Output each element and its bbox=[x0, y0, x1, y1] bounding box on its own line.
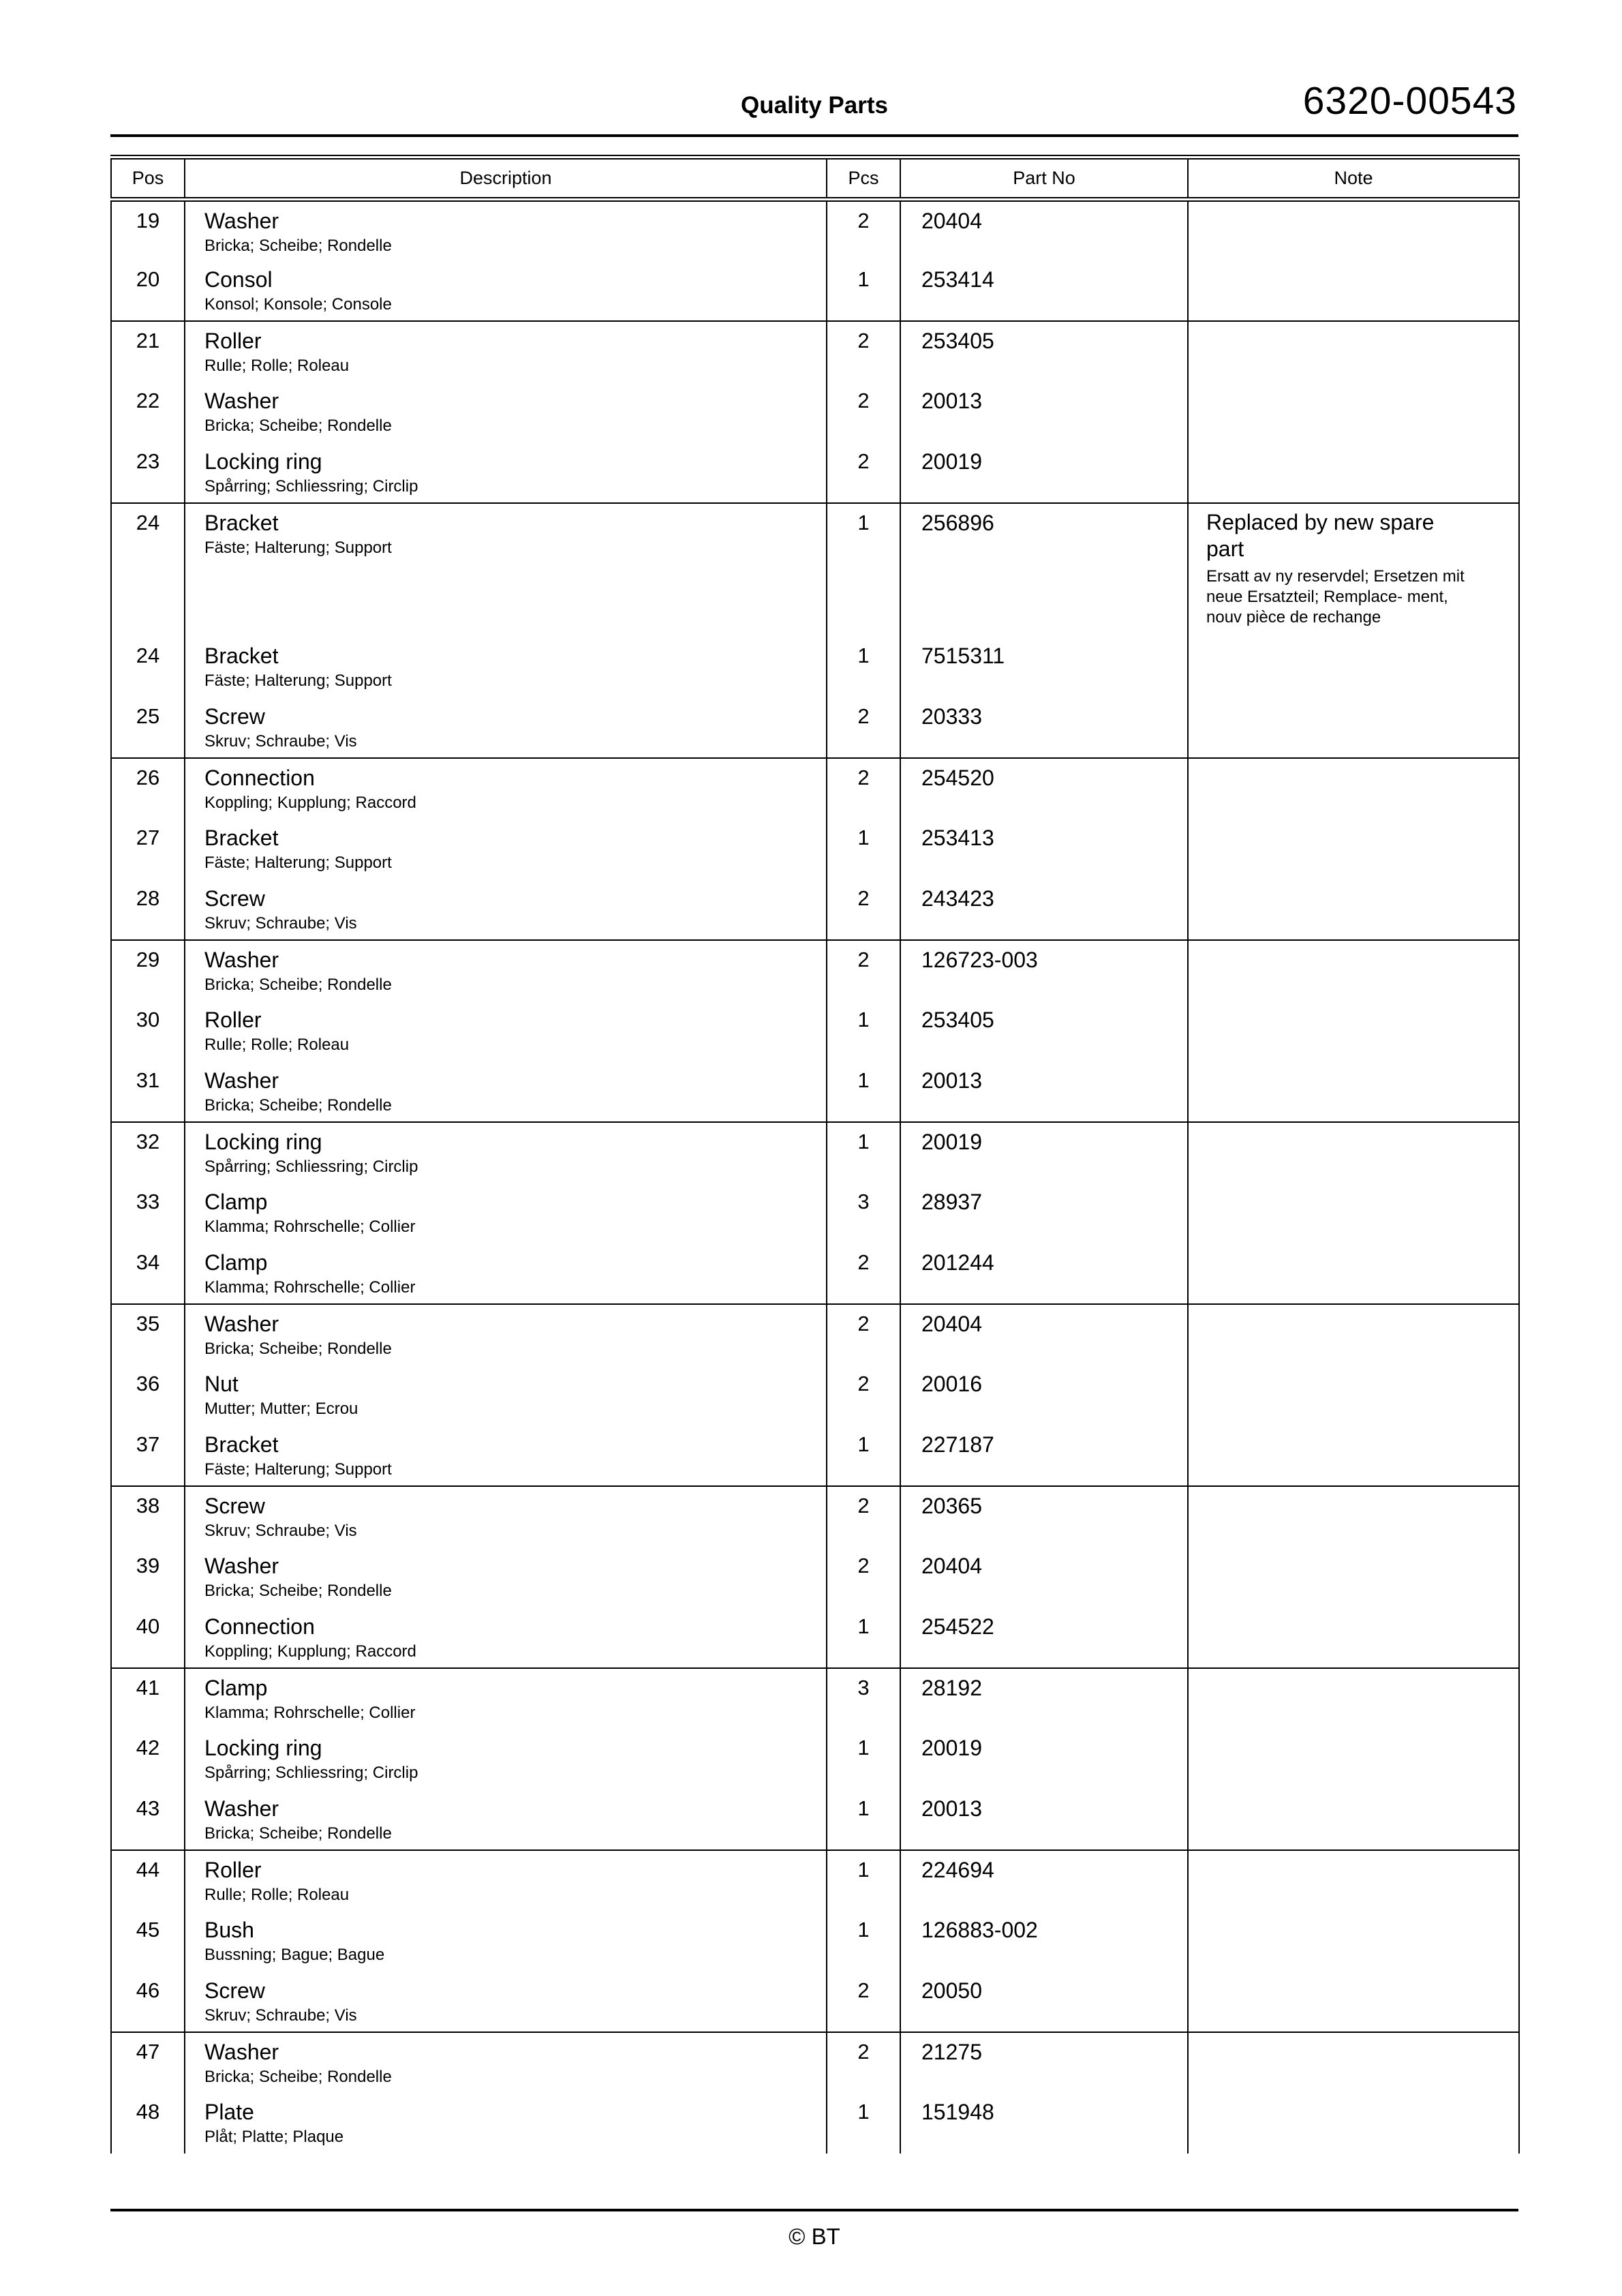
pcs-cell: 2 bbox=[827, 879, 900, 940]
pcs-cell: 1 bbox=[827, 1850, 900, 1911]
table-row bbox=[111, 819, 1519, 879]
description-main: Washer bbox=[204, 2039, 279, 2064]
description-sub: Fäste; Halterung; Support bbox=[204, 853, 392, 872]
pcs-cell: 1 bbox=[827, 1789, 900, 1850]
table-row bbox=[111, 1122, 1519, 1183]
note-cell bbox=[1188, 321, 1519, 382]
description-main: Bush bbox=[204, 1917, 254, 1942]
column-header-part-no: Part No bbox=[900, 157, 1188, 200]
pos-cell: 37 bbox=[111, 1425, 185, 1486]
description-cell bbox=[185, 1729, 827, 1789]
pcs-cell: 2 bbox=[827, 1972, 900, 2032]
footer-rule bbox=[110, 2209, 1518, 2211]
description-main: Clamp bbox=[204, 1675, 268, 1700]
part-no-cell: 126723-003 bbox=[900, 940, 1188, 1001]
note-cell bbox=[1188, 1486, 1519, 1547]
table-row bbox=[111, 1183, 1519, 1243]
pos-cell: 46 bbox=[111, 1972, 185, 2032]
column-header-note: Note bbox=[1188, 157, 1519, 200]
pos-cell: 31 bbox=[111, 1061, 185, 1122]
part-no-cell: 253405 bbox=[900, 1001, 1188, 1061]
part-no-cell: 20016 bbox=[900, 1365, 1188, 1425]
description-sub: Spårring; Schliessring; Circlip bbox=[204, 1157, 418, 1176]
part-no-cell: 253414 bbox=[900, 260, 1188, 321]
description-sub: Klamma; Rohrschelle; Collier bbox=[204, 1217, 416, 1236]
description-cell bbox=[185, 1547, 827, 1607]
description-cell bbox=[185, 1183, 827, 1243]
note-cell bbox=[1188, 758, 1519, 819]
pcs-cell: 1 bbox=[827, 1001, 900, 1061]
note-cell bbox=[1188, 1607, 1519, 1668]
note-cell bbox=[1188, 1061, 1519, 1122]
table-row bbox=[111, 1061, 1519, 1122]
part-no-cell: 253405 bbox=[900, 321, 1188, 382]
pcs-cell: 1 bbox=[827, 1607, 900, 1668]
description-cell bbox=[185, 2032, 827, 2093]
description-cell bbox=[185, 879, 827, 940]
part-no-cell: 20019 bbox=[900, 1122, 1188, 1183]
note-cell bbox=[1188, 1001, 1519, 1061]
pos-cell: 25 bbox=[111, 697, 185, 758]
description-cell bbox=[185, 1486, 827, 1547]
table-row bbox=[111, 879, 1519, 940]
pos-cell: 40 bbox=[111, 1607, 185, 1668]
pos-cell: 24 bbox=[111, 637, 185, 697]
pos-cell: 47 bbox=[111, 2032, 185, 2093]
description-sub: Skruv; Schraube; Vis bbox=[204, 913, 357, 933]
description-cell bbox=[185, 200, 827, 260]
part-no-cell: 151948 bbox=[900, 2093, 1188, 2154]
pos-cell: 35 bbox=[111, 1304, 185, 1365]
header-rule bbox=[110, 134, 1518, 137]
pos-cell: 38 bbox=[111, 1486, 185, 1547]
part-no-cell: 7515311 bbox=[900, 637, 1188, 697]
description-cell bbox=[185, 1789, 827, 1850]
table-row bbox=[111, 1729, 1519, 1789]
note-cell bbox=[1188, 637, 1519, 697]
description-sub: Skruv; Schraube; Vis bbox=[204, 2006, 357, 2025]
table-row bbox=[111, 1425, 1519, 1486]
description-main: Screw bbox=[204, 1978, 265, 2003]
description-cell bbox=[185, 1243, 827, 1304]
table-row bbox=[111, 200, 1519, 260]
pcs-cell: 3 bbox=[827, 1183, 900, 1243]
note-cell bbox=[1188, 1304, 1519, 1365]
note-cell bbox=[1188, 260, 1519, 321]
description-sub: Rulle; Rolle; Roleau bbox=[204, 1035, 350, 1054]
table-row bbox=[111, 2032, 1519, 2093]
pcs-cell: 1 bbox=[827, 1122, 900, 1183]
description-main: Locking ring bbox=[204, 1735, 322, 1760]
note-cell bbox=[1188, 442, 1519, 503]
description-cell bbox=[185, 758, 827, 819]
pcs-cell: 2 bbox=[827, 940, 900, 1001]
parts-table-body bbox=[111, 200, 1519, 2154]
pos-cell: 19 bbox=[111, 200, 185, 260]
pos-cell: 29 bbox=[111, 940, 185, 1001]
description-main: Consol bbox=[204, 267, 273, 292]
description-cell bbox=[185, 1425, 827, 1486]
table-row bbox=[111, 1911, 1519, 1972]
description-sub: Bricka; Scheibe; Rondelle bbox=[204, 975, 392, 994]
pos-cell: 36 bbox=[111, 1365, 185, 1425]
note-sub: Ersatt av ny reservdel; Ersetzen mit neue Ersatzteil; Remplace- ment, nouv pièce de rechange bbox=[1206, 567, 1465, 626]
table-row bbox=[111, 1304, 1519, 1365]
part-no-cell: 243423 bbox=[900, 879, 1188, 940]
table-row bbox=[111, 1001, 1519, 1061]
description-main: Screw bbox=[204, 886, 265, 911]
part-no-cell: 227187 bbox=[900, 1425, 1188, 1486]
description-main: Bracket bbox=[204, 510, 279, 535]
pcs-cell: 1 bbox=[827, 1911, 900, 1972]
pos-cell: 45 bbox=[111, 1911, 185, 1972]
description-sub: Koppling; Kupplung; Raccord bbox=[204, 1642, 416, 1661]
description-sub: Skruv; Schraube; Vis bbox=[204, 731, 357, 751]
table-row bbox=[111, 1668, 1519, 1729]
description-sub: Bricka; Scheibe; Rondelle bbox=[204, 416, 392, 435]
pos-cell: 33 bbox=[111, 1183, 185, 1243]
pos-cell: 48 bbox=[111, 2093, 185, 2154]
part-no-cell: 20404 bbox=[900, 200, 1188, 260]
description-main: Connection bbox=[204, 1614, 315, 1639]
description-cell bbox=[185, 637, 827, 697]
pcs-cell: 1 bbox=[827, 637, 900, 697]
description-cell bbox=[185, 382, 827, 442]
pcs-cell: 2 bbox=[827, 758, 900, 819]
note-cell bbox=[1188, 1668, 1519, 1729]
description-cell bbox=[185, 1122, 827, 1183]
description-cell bbox=[185, 940, 827, 1001]
note-cell bbox=[1188, 819, 1519, 879]
pcs-cell: 2 bbox=[827, 382, 900, 442]
table-row bbox=[111, 1243, 1519, 1304]
table-row bbox=[111, 758, 1519, 819]
part-no-cell: 253413 bbox=[900, 819, 1188, 879]
description-main: Connection bbox=[204, 765, 315, 790]
pcs-cell: 1 bbox=[827, 1061, 900, 1122]
pcs-cell: 1 bbox=[827, 260, 900, 321]
description-main: Nut bbox=[204, 1371, 239, 1396]
description-cell bbox=[185, 819, 827, 879]
part-no-cell: 20019 bbox=[900, 442, 1188, 503]
description-main: Washer bbox=[204, 388, 279, 413]
part-no-cell: 20404 bbox=[900, 1304, 1188, 1365]
description-main: Washer bbox=[204, 1068, 279, 1093]
note-cell bbox=[1188, 1425, 1519, 1486]
table-row bbox=[111, 1789, 1519, 1850]
part-no-cell: 20013 bbox=[900, 1789, 1188, 1850]
note-cell bbox=[1188, 879, 1519, 940]
description-sub: Bussning; Bague; Bague bbox=[204, 1945, 385, 1964]
pos-cell: 39 bbox=[111, 1547, 185, 1607]
part-no-cell: 20019 bbox=[900, 1729, 1188, 1789]
description-cell bbox=[185, 503, 827, 637]
pcs-cell: 1 bbox=[827, 1425, 900, 1486]
pos-cell: 23 bbox=[111, 442, 185, 503]
pos-cell: 27 bbox=[111, 819, 185, 879]
part-no-cell: 254520 bbox=[900, 758, 1188, 819]
page-header bbox=[110, 0, 1518, 137]
part-no-cell: 28937 bbox=[900, 1183, 1188, 1243]
table-row bbox=[111, 382, 1519, 442]
table-row bbox=[111, 1365, 1519, 1425]
pos-cell: 20 bbox=[111, 260, 185, 321]
note-cell bbox=[1188, 2032, 1519, 2093]
note-cell bbox=[1188, 940, 1519, 1001]
pcs-cell: 2 bbox=[827, 1547, 900, 1607]
description-main: Washer bbox=[204, 209, 279, 233]
column-header-pcs: Pcs bbox=[827, 157, 900, 200]
description-main: Roller bbox=[204, 1857, 262, 1882]
description-sub: Spårring; Schliessring; Circlip bbox=[204, 1763, 418, 1782]
description-main: Bracket bbox=[204, 1432, 279, 1457]
table-row bbox=[111, 442, 1519, 503]
pos-cell: 43 bbox=[111, 1789, 185, 1850]
note-cell bbox=[1188, 1547, 1519, 1607]
part-no-cell: 21275 bbox=[900, 2032, 1188, 2093]
description-sub: Fäste; Halterung; Support bbox=[204, 538, 392, 557]
description-main: Washer bbox=[204, 947, 279, 972]
pcs-cell: 2 bbox=[827, 1243, 900, 1304]
description-sub: Rulle; Rolle; Roleau bbox=[204, 1885, 350, 1904]
pcs-cell: 2 bbox=[827, 2032, 900, 2093]
pos-cell: 41 bbox=[111, 1668, 185, 1729]
description-main: Locking ring bbox=[204, 449, 322, 474]
table-row bbox=[111, 1850, 1519, 1911]
part-no-cell: 28192 bbox=[900, 1668, 1188, 1729]
pcs-cell: 1 bbox=[827, 819, 900, 879]
description-main: Bracket bbox=[204, 825, 279, 850]
description-sub: Klamma; Rohrschelle; Collier bbox=[204, 1703, 416, 1722]
description-sub: Klamma; Rohrschelle; Collier bbox=[204, 1278, 416, 1297]
description-main: Screw bbox=[204, 1493, 265, 1518]
table-row bbox=[111, 637, 1519, 697]
pcs-cell: 2 bbox=[827, 697, 900, 758]
note-cell bbox=[1188, 2093, 1519, 2154]
description-cell bbox=[185, 321, 827, 382]
table-row bbox=[111, 1607, 1519, 1668]
description-cell bbox=[185, 1972, 827, 2032]
description-sub: Spårring; Schliessring; Circlip bbox=[204, 477, 418, 496]
part-no-cell: 224694 bbox=[900, 1850, 1188, 1911]
pcs-cell: 1 bbox=[827, 1729, 900, 1789]
description-sub: Bricka; Scheibe; Rondelle bbox=[204, 237, 392, 255]
description-sub: Plåt; Platte; Plaque bbox=[204, 2127, 344, 2146]
description-sub: Bricka; Scheibe; Rondelle bbox=[204, 1096, 392, 1115]
pos-cell: 28 bbox=[111, 879, 185, 940]
description-cell bbox=[185, 1001, 827, 1061]
description-main: Clamp bbox=[204, 1250, 268, 1275]
description-cell bbox=[185, 1607, 827, 1668]
description-main: Locking ring bbox=[204, 1129, 322, 1154]
description-main: Washer bbox=[204, 1311, 279, 1336]
note-cell bbox=[1188, 1243, 1519, 1304]
table-row bbox=[111, 321, 1519, 382]
table-row bbox=[111, 1486, 1519, 1547]
page-title: Quality Parts bbox=[741, 92, 888, 119]
pos-cell: 44 bbox=[111, 1850, 185, 1911]
description-sub: Skruv; Schraube; Vis bbox=[204, 1521, 357, 1540]
note-cell bbox=[1188, 697, 1519, 758]
pos-cell: 22 bbox=[111, 382, 185, 442]
note-cell bbox=[1188, 1789, 1519, 1850]
description-sub: Bricka; Scheibe; Rondelle bbox=[204, 1824, 392, 1843]
description-sub: Rulle; Rolle; Roleau bbox=[204, 356, 350, 375]
pcs-cell: 2 bbox=[827, 442, 900, 503]
pos-cell: 42 bbox=[111, 1729, 185, 1789]
part-no-cell: 20333 bbox=[900, 697, 1188, 758]
part-no-cell: 256896 bbox=[900, 503, 1188, 637]
part-no-cell: 20365 bbox=[900, 1486, 1188, 1547]
description-sub: Koppling; Kupplung; Raccord bbox=[204, 793, 416, 812]
table-row bbox=[111, 1547, 1519, 1607]
pcs-cell: 1 bbox=[827, 503, 900, 637]
part-no-cell: 126883-002 bbox=[900, 1911, 1188, 1972]
pcs-cell: 1 bbox=[827, 2093, 900, 2154]
description-sub: Mutter; Mutter; Ecrou bbox=[204, 1399, 358, 1418]
description-sub: Bricka; Scheibe; Rondelle bbox=[204, 2067, 392, 2086]
pos-cell: 32 bbox=[111, 1122, 185, 1183]
note-cell bbox=[1188, 1850, 1519, 1911]
note-cell bbox=[1188, 1729, 1519, 1789]
note-cell bbox=[1188, 382, 1519, 442]
description-cell bbox=[185, 2093, 827, 2154]
pos-cell: 30 bbox=[111, 1001, 185, 1061]
pos-cell: 34 bbox=[111, 1243, 185, 1304]
table-header-row bbox=[111, 157, 1519, 200]
description-cell bbox=[185, 1304, 827, 1365]
copyright: © BT bbox=[789, 2224, 840, 2249]
part-no-cell: 20050 bbox=[900, 1972, 1188, 2032]
description-main: Roller bbox=[204, 1007, 262, 1032]
document-number: 6320-00543 bbox=[1302, 79, 1517, 123]
description-main: Plate bbox=[204, 2099, 254, 2124]
part-no-cell: 20013 bbox=[900, 1061, 1188, 1122]
note-cell bbox=[1188, 200, 1519, 260]
column-header-pos: Pos bbox=[111, 157, 185, 200]
description-sub: Fäste; Halterung; Support bbox=[204, 671, 392, 690]
table-row bbox=[111, 940, 1519, 1001]
note-cell bbox=[1188, 1365, 1519, 1425]
description-cell bbox=[185, 442, 827, 503]
description-sub: Bricka; Scheibe; Rondelle bbox=[204, 1339, 392, 1358]
description-main: Roller bbox=[204, 328, 262, 353]
page-content bbox=[110, 0, 1518, 2154]
note-main: Replaced by new spare part bbox=[1206, 509, 1435, 561]
description-cell bbox=[185, 260, 827, 321]
table-row bbox=[111, 260, 1519, 321]
description-main: Bracket bbox=[204, 643, 279, 668]
pcs-cell: 2 bbox=[827, 1486, 900, 1547]
description-cell bbox=[185, 1061, 827, 1122]
description-main: Clamp bbox=[204, 1189, 268, 1214]
description-cell bbox=[185, 1365, 827, 1425]
description-main: Washer bbox=[204, 1796, 279, 1821]
pcs-cell: 2 bbox=[827, 321, 900, 382]
description-sub: Bricka; Scheibe; Rondelle bbox=[204, 1581, 392, 1600]
note-cell bbox=[1188, 1122, 1519, 1183]
note-cell bbox=[1188, 503, 1519, 637]
table-row bbox=[111, 503, 1519, 637]
table-row bbox=[111, 1972, 1519, 2032]
pcs-cell: 2 bbox=[827, 1365, 900, 1425]
pos-cell: 26 bbox=[111, 758, 185, 819]
pos-cell: 24 bbox=[111, 503, 185, 637]
table-row bbox=[111, 2093, 1519, 2154]
description-cell bbox=[185, 697, 827, 758]
description-main: Screw bbox=[204, 704, 265, 729]
pcs-cell: 2 bbox=[827, 1304, 900, 1365]
pcs-cell: 3 bbox=[827, 1668, 900, 1729]
description-main: Washer bbox=[204, 1553, 279, 1578]
part-no-cell: 201244 bbox=[900, 1243, 1188, 1304]
pcs-cell: 2 bbox=[827, 200, 900, 260]
description-sub: Konsol; Konsole; Console bbox=[204, 294, 392, 314]
part-no-cell: 20013 bbox=[900, 382, 1188, 442]
part-no-cell: 254522 bbox=[900, 1607, 1188, 1668]
description-cell bbox=[185, 1668, 827, 1729]
note-cell bbox=[1188, 1183, 1519, 1243]
table-row bbox=[111, 697, 1519, 758]
note-cell bbox=[1188, 1911, 1519, 1972]
description-sub: Fäste; Halterung; Support bbox=[204, 1460, 392, 1479]
description-cell bbox=[185, 1850, 827, 1911]
pos-cell: 21 bbox=[111, 321, 185, 382]
column-header-description: Description bbox=[185, 157, 827, 200]
description-cell bbox=[185, 1911, 827, 1972]
parts-table bbox=[110, 155, 1520, 2154]
note-cell bbox=[1188, 1972, 1519, 2032]
part-no-cell: 20404 bbox=[900, 1547, 1188, 1607]
